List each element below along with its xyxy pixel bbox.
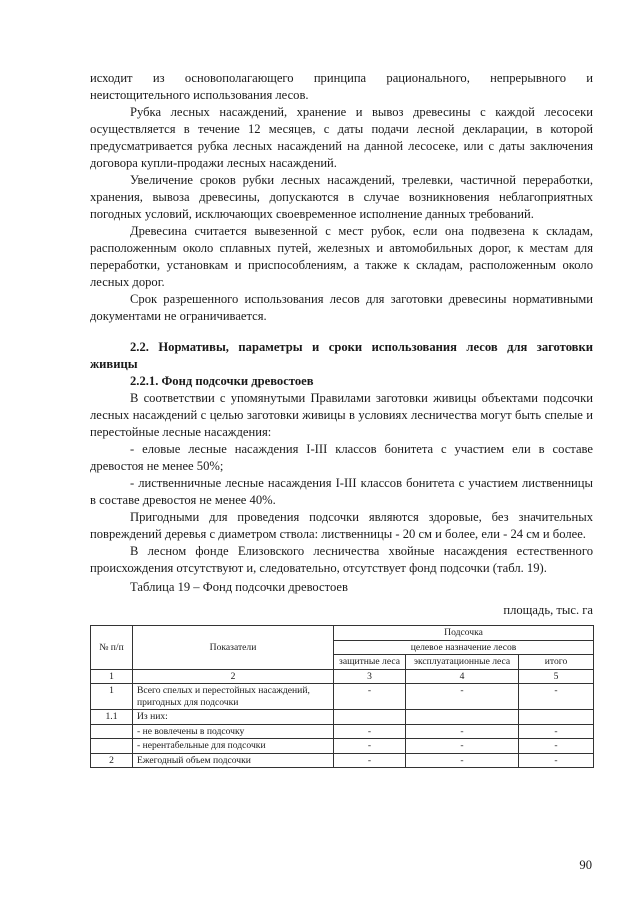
table-row	[91, 753, 594, 768]
col-number: 2	[133, 669, 334, 684]
header-purpose: целевое назначение лесов	[334, 640, 594, 655]
header-podsochka: Подсочка	[334, 626, 594, 641]
paragraph: Рубка лесных насаждений, хранение и вывоз древесины с каждой лесосеки осуществляется в течение 12 месяцев, с даты подачи лесной декларации, в которой предусматривается рубка лесных насаждений на данной лесосеке, или с даты заключения договора купли-продажи лесных насаждений.	[90, 105, 593, 170]
header-total: итого	[519, 655, 594, 670]
list-item: - еловые лесные насаждения I-III классов бонитета с участием ели в составе древостоя не менее 50%;	[90, 442, 593, 473]
cell-value: -	[334, 753, 406, 768]
cell-value: -	[334, 684, 406, 710]
paragraph: В лесном фонде Елизовского лесничества хвойные насаждения естественного происхождения отсутствуют и, следовательно, отсутствует фонд подсочки (табл. 19).	[90, 544, 593, 575]
cell-value	[334, 710, 406, 725]
col-number: 5	[519, 669, 594, 684]
col-number: 4	[406, 669, 519, 684]
row-label: - нерентабельные для подсочки	[133, 739, 334, 754]
paragraph: Увеличение сроков рубки лесных насаждений, трелевки, частичной переработки, хранения, вывоза древесины, допускаются в случае возникновения неблагоприятных погодных условий, исключающих своевременное исполнение данных требований.	[90, 173, 593, 221]
row-label: Всего спелых и перестойных насаждений, пригодных для подсочки	[133, 684, 334, 710]
page-number: 90	[579, 858, 592, 872]
document-page	[90, 70, 593, 768]
table-row	[91, 684, 594, 710]
cell-value: -	[334, 724, 406, 739]
column-number-row	[91, 669, 594, 684]
header-indicators: Показатели	[133, 626, 334, 670]
subsection-title: 2.2.1. Фонд подсочки древостоев	[130, 374, 314, 388]
paragraph: Пригодными для проведения подсочки являются здоровые, без значительных повреждений деревья с диаметром ствола: лиственницы - 20 см и более, ели - 24 см и более.	[90, 510, 593, 541]
cell-value: -	[519, 724, 594, 739]
table-caption: Таблица 19 – Фонд подсочки древостоев	[130, 580, 348, 594]
cell-value	[406, 710, 519, 725]
cell-value: -	[519, 753, 594, 768]
header-num: № п/п	[91, 626, 133, 670]
col-number: 3	[334, 669, 406, 684]
section-title: 2.2. Нормативы, параметры и сроки использования лесов для заготовки живицы	[90, 340, 593, 371]
row-label: - не вовлечены в подсочку	[133, 724, 334, 739]
cell-value: -	[406, 753, 519, 768]
row-label: Из них:	[133, 710, 334, 725]
list-item: - лиственничные лесные насаждения I-III классов бонитета с участием лиственницы в составе древостоя не менее 40%.	[90, 476, 593, 507]
row-num: 1	[91, 684, 133, 710]
podsochka-table	[90, 625, 594, 768]
cell-value: -	[406, 684, 519, 710]
row-num: 2	[91, 753, 133, 768]
header-protective: защитные леса	[334, 655, 406, 670]
header-exploit: эксплуатационные леса	[406, 655, 519, 670]
row-num: 1.1	[91, 710, 133, 725]
paragraph: Древесина считается вывезенной с мест рубок, если она подвезена к складам, расположенным около сплавных путей, железных и автомобильных дорог, к местам для переработки, установкам и приспособлениям, а также к складам, расположенным около лесных дорог.	[90, 224, 593, 289]
cell-value: -	[519, 684, 594, 710]
cell-value: -	[519, 739, 594, 754]
table-unit: площадь, тыс. га	[503, 603, 593, 617]
cell-value: -	[334, 739, 406, 754]
cell-value: -	[406, 739, 519, 754]
col-number: 1	[91, 669, 133, 684]
table-row	[91, 710, 594, 725]
row-num	[91, 724, 133, 739]
row-label: Ежегодный объем подсочки	[133, 753, 334, 768]
paragraph: исходит из основополагающего принципа рационального, непрерывного и неистощительного использования лесов.	[90, 71, 593, 102]
table-row	[91, 739, 594, 754]
paragraph: Срок разрешенного использования лесов для заготовки древесины нормативными документами не ограничивается.	[90, 292, 593, 323]
cell-value	[519, 710, 594, 725]
paragraph: В соответствии с упомянутыми Правилами заготовки живицы объектами подсочки лесных насаждений с целью заготовки живицы в условиях лесничества могут быть спелые и перестойные лесные насаждения:	[90, 391, 593, 439]
cell-value: -	[406, 724, 519, 739]
table-row	[91, 724, 594, 739]
row-num	[91, 739, 133, 754]
